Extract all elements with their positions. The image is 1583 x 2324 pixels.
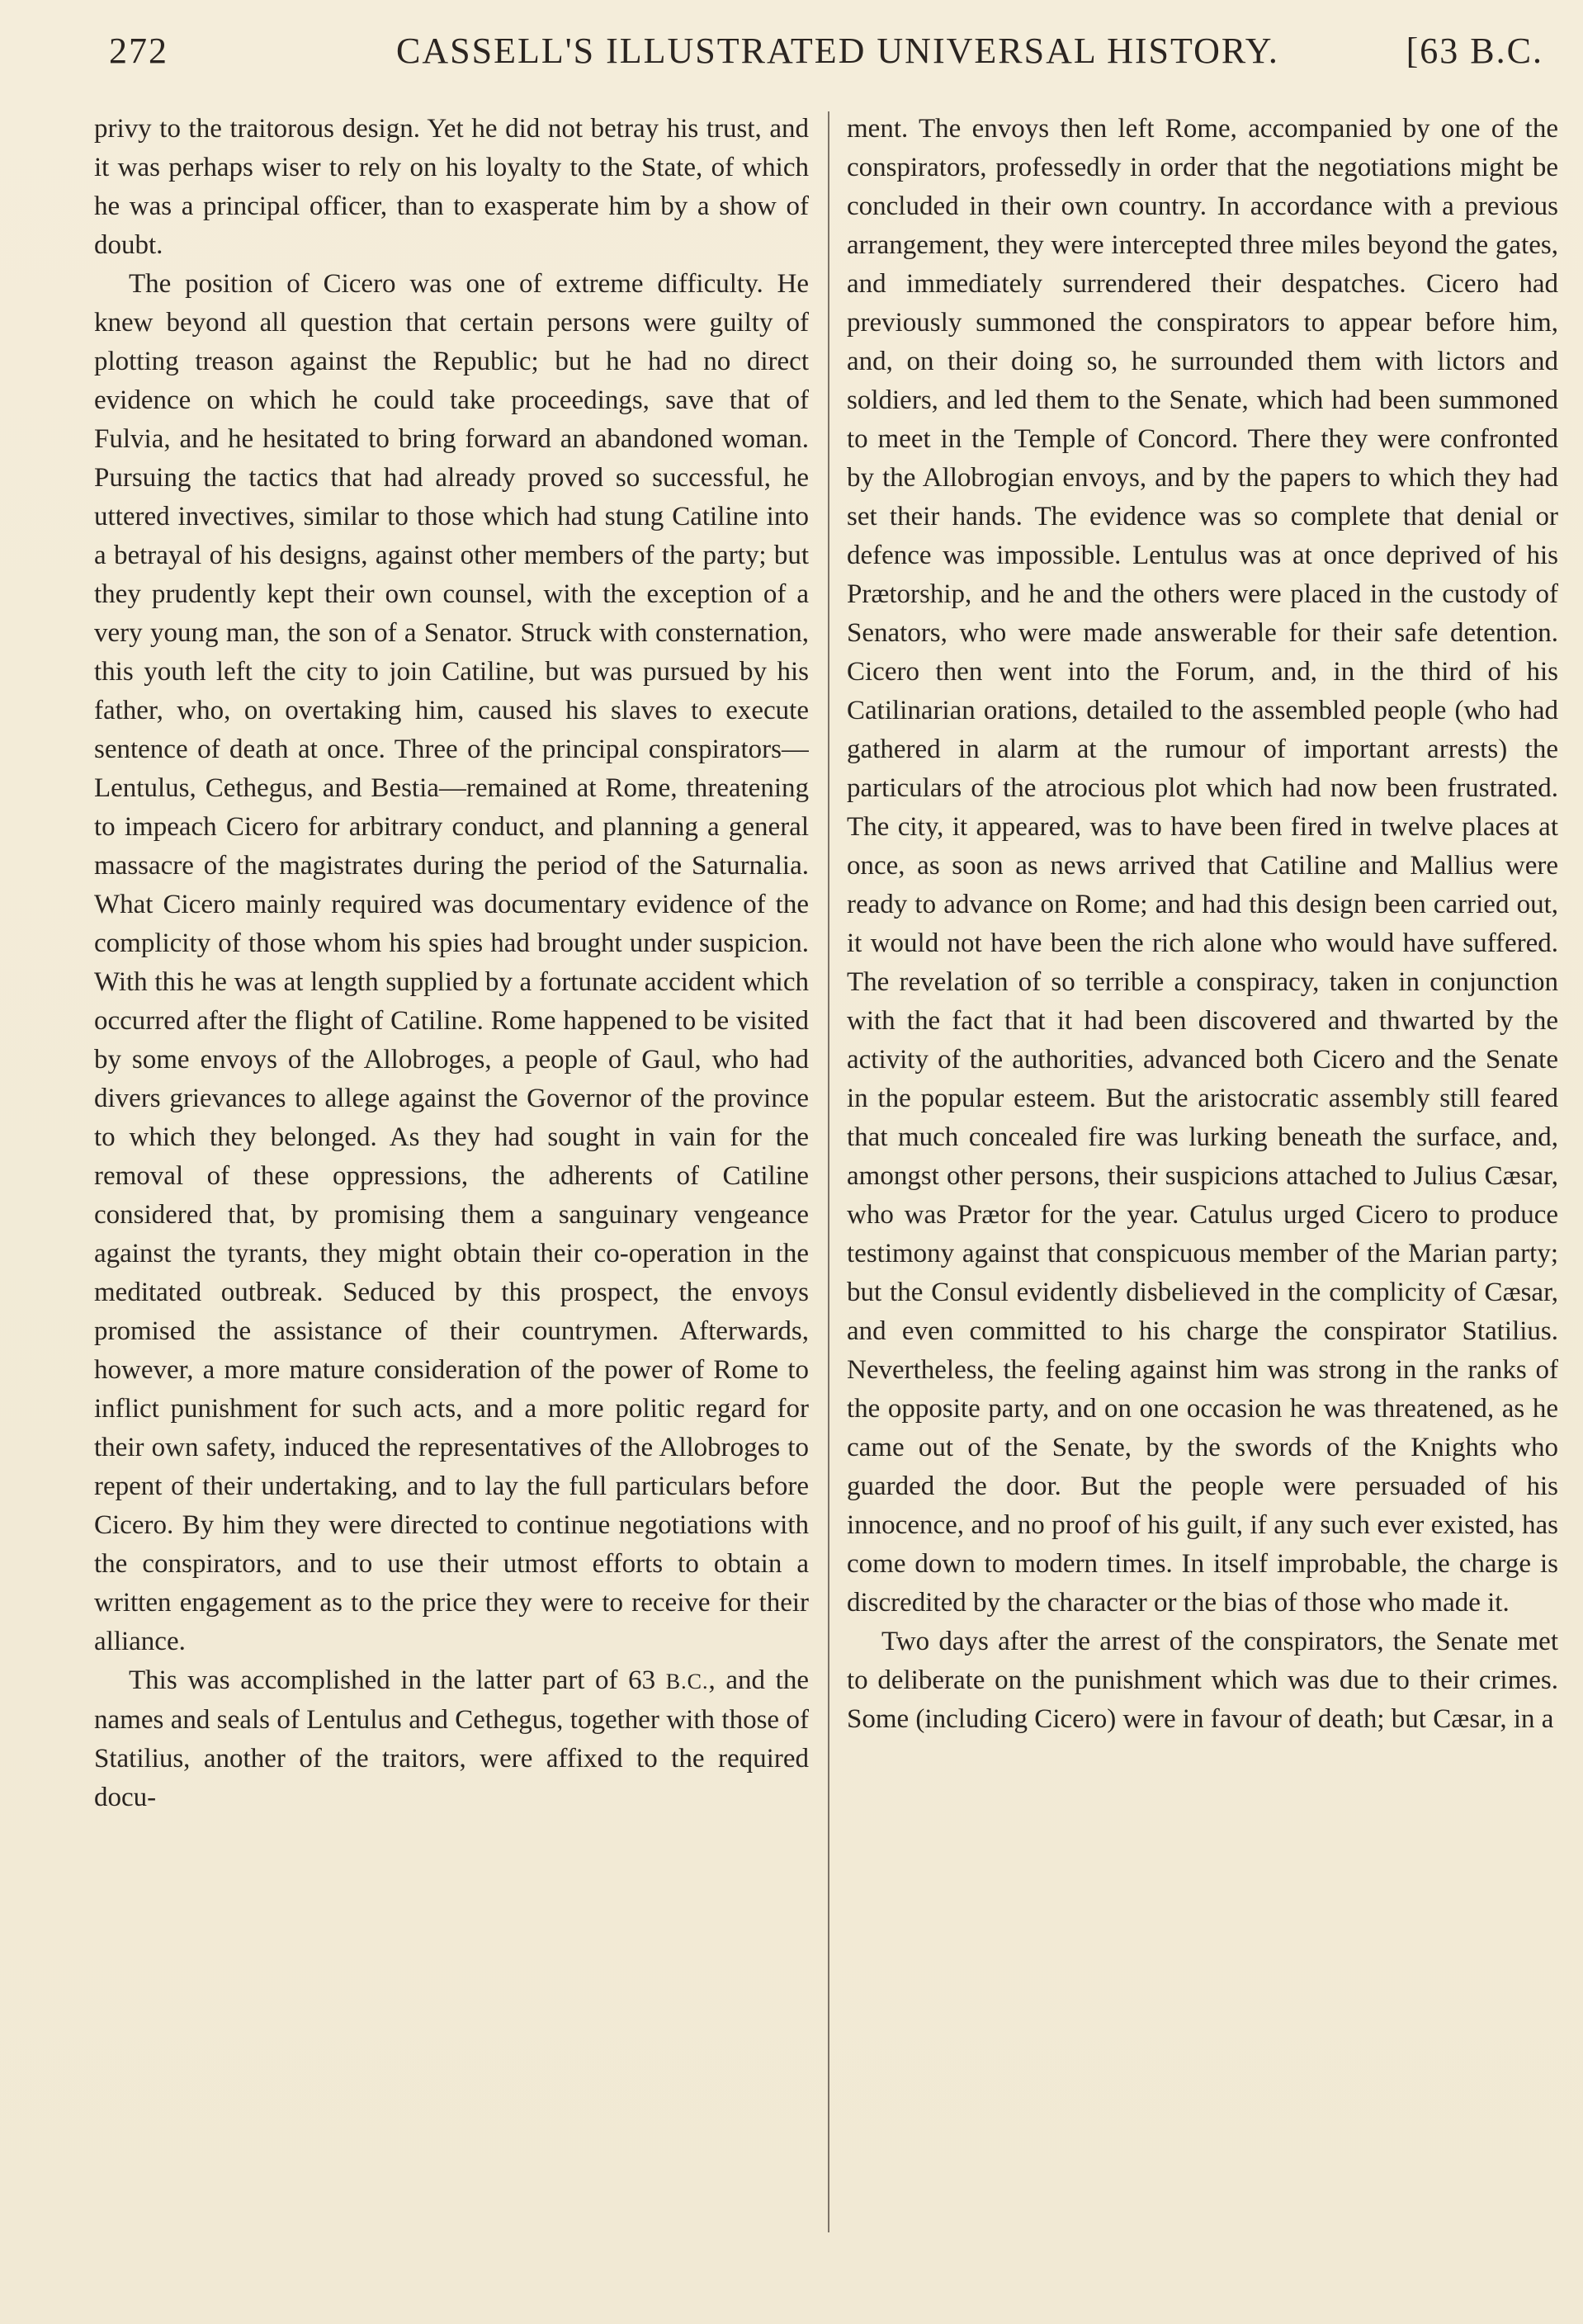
- header-date: [63 B.C.: [1406, 31, 1543, 71]
- running-title: CASSELL'S ILLUSTRATED UNIVERSAL HISTORY.: [396, 31, 1279, 71]
- right-column: [847, 110, 1558, 2289]
- right-paragraph-2: Two days after the arrest of the conspirators, the Senate met to deliberate on the punishment which was due to their crimes. Some (including Cicero) were in favour of death; but Cæsar, in a: [847, 1627, 1558, 1734]
- left-paragraph-3-end: , and the names and seals of Lentulus and Cethegus, together with those of Statilius, another of the traitors, were affixed to the required docu-: [94, 1665, 809, 1812]
- left-paragraph-1: privy to the traitorous design. Yet he did not betray his trust, and it was perhaps wiser to rely on his loyalty to the State, of which he was a principal officer, than to exasperate him by a show of doubt.: [94, 114, 809, 260]
- right-paragraph-1: ment. The envoys then left Rome, accompanied by one of the conspirators, professedly in order that the negotiations might be concluded in their own country. In accordance with a previous arrangement, they were intercepted three miles beyond the gates, and immediately surrendered their despatches. Cicero had previously summoned the conspirators to appear before him, and, on their doing so, he surrounded them with lictors and soldiers, and led them to the Senate, which had been summoned to meet in the Temple of Concord. There they were confronted by the Allobrogian envoys, and by the papers to which they had set their hands. The evidence was so complete that denial or defence was impossible. Lentulus was at once deprived of his Prætorship, and he and the others were placed in the custody of Senators, who were made answerable for their safe detention. Cicero then went into the Forum, and, in the third of his Catilinarian orations, detailed to the assembled people (who had gathered in alarm at the rumour of important arrests) the particulars of the atrocious plot which had now been frustrated. The city, it appeared, was to have been fired in twelve places at once, as soon as news arrived that Catiline and Mallius were ready to advance on Rome; and had this design been carried out, it would not have been the rich alone who would have suffered. The revelation of so terrible a conspiracy, taken in conjunction with the fact that it had been discovered and thwarted by the activity of the authorities, advanced both Cicero and the Senate in the popular esteem. But the aristocratic assembly still feared that much concealed fire was lurking beneath the surface, and, amongst other persons, their suspicions attached to Julius Cæsar, who was Prætor for the year. Catulus urged Cicero to produce testimony against that conspicuous member of the Marian party; but the Consul evidently disbelieved in the complicity of Cæsar, and even committed to his charge the conspirator Statilius. Nevertheless, the feeling against him was strong in the ranks of the opposite party, and on one occasion he was threatened, as he came out of the Senate, by the swords of the Knights who guarded the door. But the people were persuaded of his innocence, and no proof of his guilt, if any such ever existed, has come down to modern times. In itself improbable, the charge is discredited by the character or the bias of those who made it.: [847, 114, 1558, 1618]
- left-paragraph-3: [94, 1661, 809, 1817]
- page-number: 272: [109, 31, 168, 71]
- left-paragraph-3-start: This was accomplished in the latter part of 63: [129, 1665, 666, 1695]
- bc-abbreviation: B.C.: [665, 1670, 709, 1693]
- column-divider: [828, 111, 829, 2232]
- left-paragraph-2: The position of Cicero was one of extreme difficulty. He knew beyond all question that certain persons were guilty of plotting treason against the Republic; but he had no direct evidence on which he could take proceedings, save that of Fulvia, and he hesitated to bring forward an abandoned woman. Pursuing the tactics that had already proved so successful, he uttered invectives, similar to those which had stung Catiline into a betrayal of his designs, against other members of the party; but they prudently kept their own counsel, with the exception of a very young man, the son of a Senator. Struck with consternation, this youth left the city to join Catiline, but was pursued by his father, who, on overtaking him, caused his slaves to execute sentence of death at once. Three of the principal conspirators—Lentulus, Cethegus, and Bestia—remained at Rome, threatening to impeach Cicero for arbitrary conduct, and planning a general massacre of the magistrates during the period of the Saturnalia. What Cicero mainly required was documentary evidence of the complicity of those whom his spies had brought under suspicion. With this he was at length supplied by a fortunate accident which occurred after the flight of Catiline. Rome happened to be visited by some envoys of the Allobroges, a people of Gaul, who had divers grievances to allege against the Governor of the province to which they belonged. As they had sought in vain for the removal of these oppressions, the adherents of Catiline considered that, by promising them a sanguinary vengeance against the tyrants, they might obtain their co-operation in the meditated outbreak. Seduced by this prospect, the envoys promised the assistance of their countrymen. Afterwards, however, a more mature consideration of the power of Rome to inflict punishment for such acts, and a more politic regard for their own safety, induced the representatives of the Allobroges to repent of their undertaking, and to lay the full particulars before Cicero. By him they were directed to continue negotiations with the conspirators, and to use their utmost efforts to obtain a written engagement as to the price they were to receive for their alliance.: [94, 269, 809, 1656]
- left-column: [94, 110, 809, 2289]
- page-header: [91, 25, 1543, 83]
